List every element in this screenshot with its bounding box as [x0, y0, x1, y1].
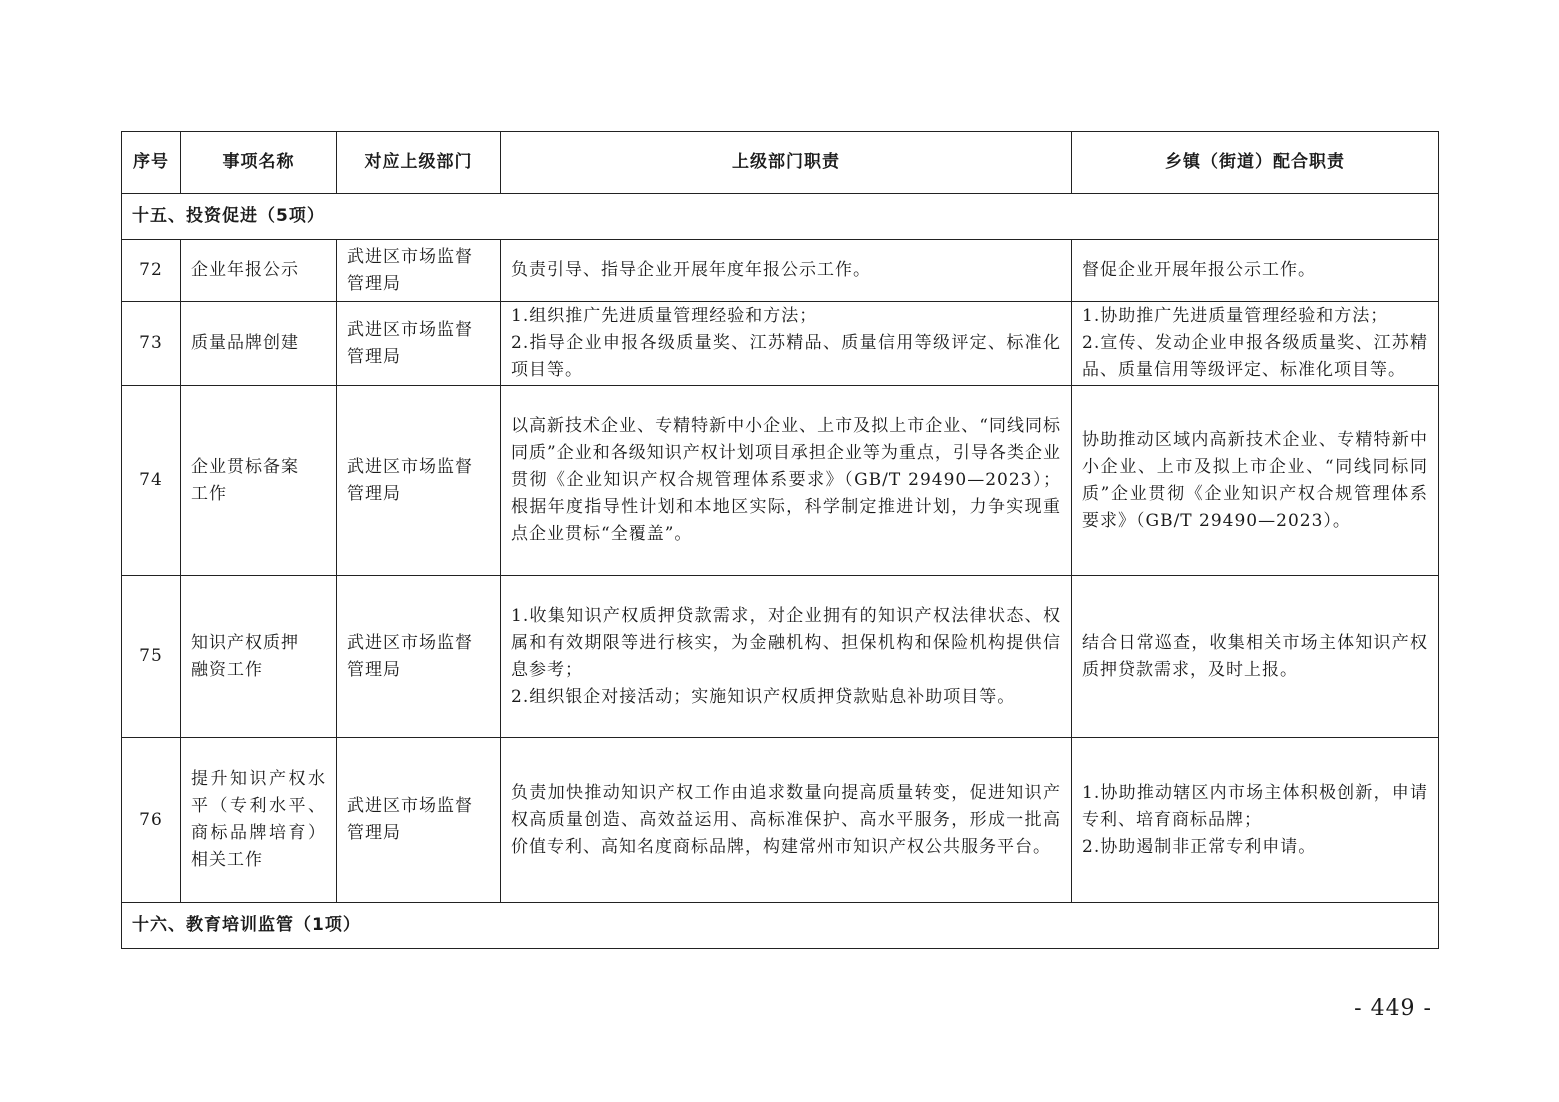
row-item-name: 质量品牌创建 — [181, 302, 337, 386]
header-department: 对应上级部门 — [337, 132, 501, 194]
header-index: 序号 — [122, 132, 181, 194]
row-cooperation-duty: 督促企业开展年报公示工作。 — [1072, 240, 1439, 302]
row-department-duty: 负责引导、指导企业开展年度年报公示工作。 — [501, 240, 1072, 302]
row-department: 武进区市场监督 管理局 — [337, 576, 501, 738]
row-cooperation-duty: 1.协助推动辖区内市场主体积极创新，申请专利、培育商标品牌； 2.协助遏制非正常专利申请。 — [1072, 738, 1439, 903]
row-cooperation-duty: 结合日常巡查，收集相关市场主体知识产权质押贷款需求，及时上报。 — [1072, 576, 1439, 738]
row-item-name: 知识产权质押 融资工作 — [181, 576, 337, 738]
duty-table — [121, 131, 1439, 949]
table-row — [122, 302, 1439, 386]
table-row — [122, 738, 1439, 903]
row-index: 75 — [122, 576, 181, 738]
section-row — [122, 194, 1439, 240]
section-row — [122, 903, 1439, 949]
section-title: 十六、教育培训监管（1项） — [122, 903, 1439, 949]
row-department: 武进区市场监督 管理局 — [337, 302, 501, 386]
row-item-name: 企业年报公示 — [181, 240, 337, 302]
row-department-duty: 1.组织推广先进质量管理经验和方法； 2.指导企业申报各级质量奖、江苏精品、质量信用等级评定、标准化项目等。 — [501, 302, 1072, 386]
table-row — [122, 576, 1439, 738]
header-cooperation-duty: 乡镇（街道）配合职责 — [1072, 132, 1439, 194]
row-index: 73 — [122, 302, 181, 386]
header-item-name: 事项名称 — [181, 132, 337, 194]
table-row — [122, 240, 1439, 302]
row-index: 74 — [122, 386, 181, 576]
row-department-duty: 1.收集知识产权质押贷款需求，对企业拥有的知识产权法律状态、权属和有效期限等进行核实，为金融机构、担保机构和保险机构提供信息参考； 2.组织银企对接活动；实施知识产权质押贷款贴息补助项目等。 — [501, 576, 1072, 738]
row-item-name: 提升知识产权水平（专利水平、商标品牌培育）相关工作 — [181, 738, 337, 903]
row-cooperation-duty: 1.协助推广先进质量管理经验和方法； 2.宣传、发动企业申报各级质量奖、江苏精品、质量信用等级评定、标准化项目等。 — [1072, 302, 1439, 386]
page-number: - 449 - — [1354, 996, 1432, 1021]
row-department: 武进区市场监督 管理局 — [337, 240, 501, 302]
row-item-name: 企业贯标备案 工作 — [181, 386, 337, 576]
row-department-duty: 以高新技术企业、专精特新中小企业、上市及拟上市企业、“同线同标同质”企业和各级知识产权计划项目承担企业等为重点，引导各类企业贯彻《企业知识产权合规管理体系要求》（GB/T 29490—2023）；根据年度指导性计划和本地区实际，科学制定推进计划，力争实现重点企业贯标“全覆盖”。 — [501, 386, 1072, 576]
row-department-duty: 负责加快推动知识产权工作由追求数量向提高质量转变，促进知识产权高质量创造、高效益运用、高标准保护、高水平服务，形成一批高价值专利、高知名度商标品牌，构建常州市知识产权公共服务平台。 — [501, 738, 1072, 903]
row-index: 72 — [122, 240, 181, 302]
row-index: 76 — [122, 738, 181, 903]
header-row — [122, 132, 1439, 194]
section-title: 十五、投资促进（5项） — [122, 194, 1439, 240]
header-department-duty: 上级部门职责 — [501, 132, 1072, 194]
row-department: 武进区市场监督 管理局 — [337, 386, 501, 576]
row-department: 武进区市场监督 管理局 — [337, 738, 501, 903]
table-row — [122, 386, 1439, 576]
row-cooperation-duty: 协助推动区域内高新技术企业、专精特新中小企业、上市及拟上市企业、“同线同标同质”企业贯彻《企业知识产权合规管理体系要求》（GB/T 29490—2023）。 — [1072, 386, 1439, 576]
